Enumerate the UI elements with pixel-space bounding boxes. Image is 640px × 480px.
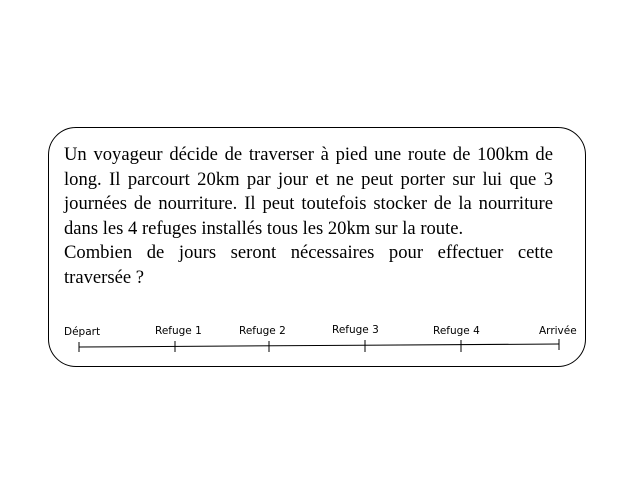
stop-label-refuge-3: Refuge 3 <box>332 324 379 336</box>
route-line <box>79 344 559 347</box>
stop-label-refuge-1: Refuge 1 <box>155 325 202 337</box>
problem-question: Combien de jours seront nécessaires pour effectuer cette traversée ? <box>64 242 553 288</box>
stop-label-refuge-2: Refuge 2 <box>239 325 286 337</box>
stop-label-arrivee: Arrivée <box>539 325 577 337</box>
stop-label-depart: Départ <box>64 326 101 338</box>
stop-label-refuge-4: Refuge 4 <box>433 325 480 337</box>
problem-statement: Un voyageur décide de traverser à pied une route de 100km de long. Il parcourt 20km par jour et ne peut porter sur lui que 3 journées de nourriture. Il peut toutefois stocker de la nourriture dans les 4 refuges installés tous les 20km sur la route. <box>64 144 553 239</box>
